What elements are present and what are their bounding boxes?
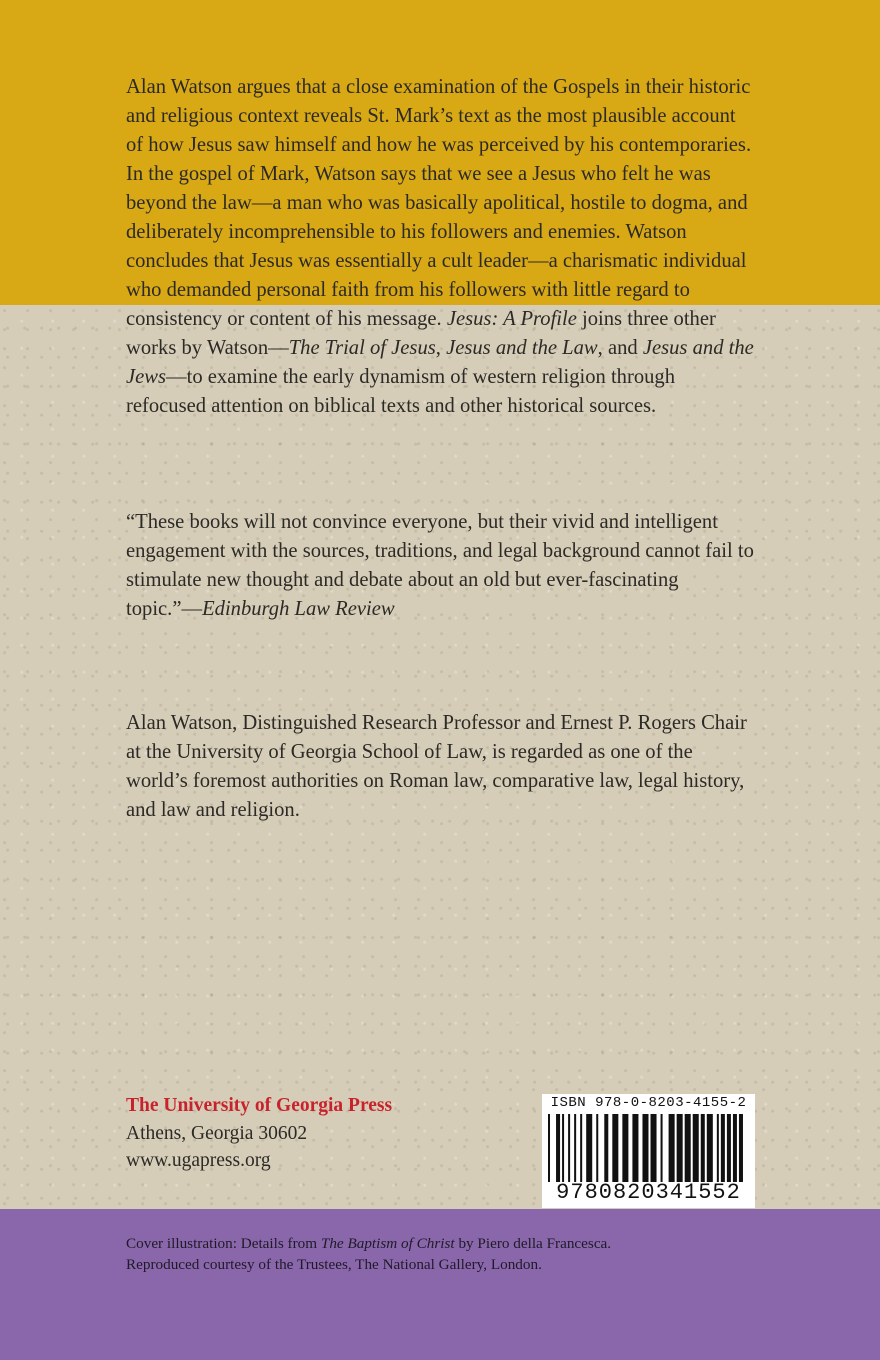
book-description <box>126 73 756 421</box>
barcode-bar <box>685 1114 691 1182</box>
review-source: Edinburgh Law Review <box>202 598 395 620</box>
barcode-bar <box>727 1114 731 1182</box>
barcode-bars <box>548 1114 749 1182</box>
credit-prefix: Cover illustration: Details from <box>126 1235 321 1252</box>
description-italic-title: Jesus and the Jews <box>126 337 754 388</box>
barcode-digits: 9780820341552 <box>556 1180 741 1205</box>
barcode-bar <box>622 1114 628 1182</box>
description-italic-title: Jesus: A Profile <box>446 308 577 330</box>
review-blurb <box>126 508 756 624</box>
cover-credit <box>126 1233 766 1275</box>
barcode-bar <box>739 1114 743 1182</box>
barcode-bar <box>604 1114 608 1182</box>
barcode-bar <box>693 1114 699 1182</box>
barcode-bar <box>580 1114 582 1182</box>
barcode-bar <box>632 1114 638 1182</box>
description-italic-title: The Trial of Jesus <box>288 337 436 359</box>
credit-work: The Baptism of Christ <box>320 1235 455 1252</box>
barcode-bar <box>733 1114 737 1182</box>
credit-suffix: by Piero della Francesca. <box>454 1235 612 1252</box>
barcode-bar <box>661 1114 663 1182</box>
description-text: , and <box>597 337 643 359</box>
review-quote: “These books will not convince everyone, but their vivid and intelligent engagement with the sources, traditions, and legal background cannot fail to stimulate new thought and debate about an old but ever-fascinating topic.”— <box>126 511 754 620</box>
barcode-bar <box>562 1114 564 1182</box>
description-italic-title: Jesus and the Law <box>446 337 598 359</box>
barcode-bar <box>677 1114 683 1182</box>
barcode-bar <box>596 1114 598 1182</box>
description-text: joins three other works by Watson— <box>126 308 716 359</box>
barcode-bar <box>612 1114 618 1182</box>
description-text: —to examine the early dynamism of western religion through refocused attention on biblical texts and other historical sources. <box>126 366 676 417</box>
author-bio: Alan Watson, Distinguished Research Professor and Ernest P. Rogers Chair at the University of Georgia School of Law, is regarded as one of the world’s foremost authorities on Roman law, comparative law, legal history, and law and religion. <box>126 712 747 821</box>
bottom-color-band <box>0 1209 880 1360</box>
isbn-barcode <box>542 1094 755 1208</box>
publisher-name: The University of Georgia Press <box>126 1095 393 1116</box>
description-text: Alan Watson argues that a close examination of the Gospels in their historic and religious context reveals St. Mark’s text as the most plausible account of how Jesus saw himself and how he was perceived by his contemporaries. In the gospel of Mark, Watson says that we see a Jesus who felt he was beyond the law—a man who was basically apolitical, hostile to dogma, and deliberately incomprehensible to his followers and enemies. Watson concludes that Jesus was essentially a cult leader—a charismatic individual who demanded personal faith from his followers with little regard to consistency or content of his message. <box>126 76 752 330</box>
barcode-bar <box>701 1114 705 1182</box>
barcode-bar <box>556 1114 560 1182</box>
barcode-bar <box>651 1114 657 1182</box>
publisher-block <box>126 1092 392 1174</box>
barcode-bar <box>717 1114 719 1182</box>
barcode-bar <box>568 1114 570 1182</box>
barcode-bar <box>574 1114 576 1182</box>
credit-line2: Reproduced courtesy of the Trustees, The National Gallery, London. <box>126 1256 542 1273</box>
barcode-bar <box>721 1114 725 1182</box>
barcode-bar <box>669 1114 675 1182</box>
barcode-bar <box>586 1114 592 1182</box>
publisher-address: Athens, Georgia 30602 <box>126 1123 308 1144</box>
barcode-bar <box>548 1114 550 1182</box>
barcode-bar <box>642 1114 648 1182</box>
description-text: , <box>435 337 447 359</box>
isbn-label: ISBN 978-0-8203-4155-2 <box>550 1095 747 1111</box>
barcode-bar <box>707 1114 713 1182</box>
publisher-website: www.ugapress.org <box>126 1150 271 1171</box>
